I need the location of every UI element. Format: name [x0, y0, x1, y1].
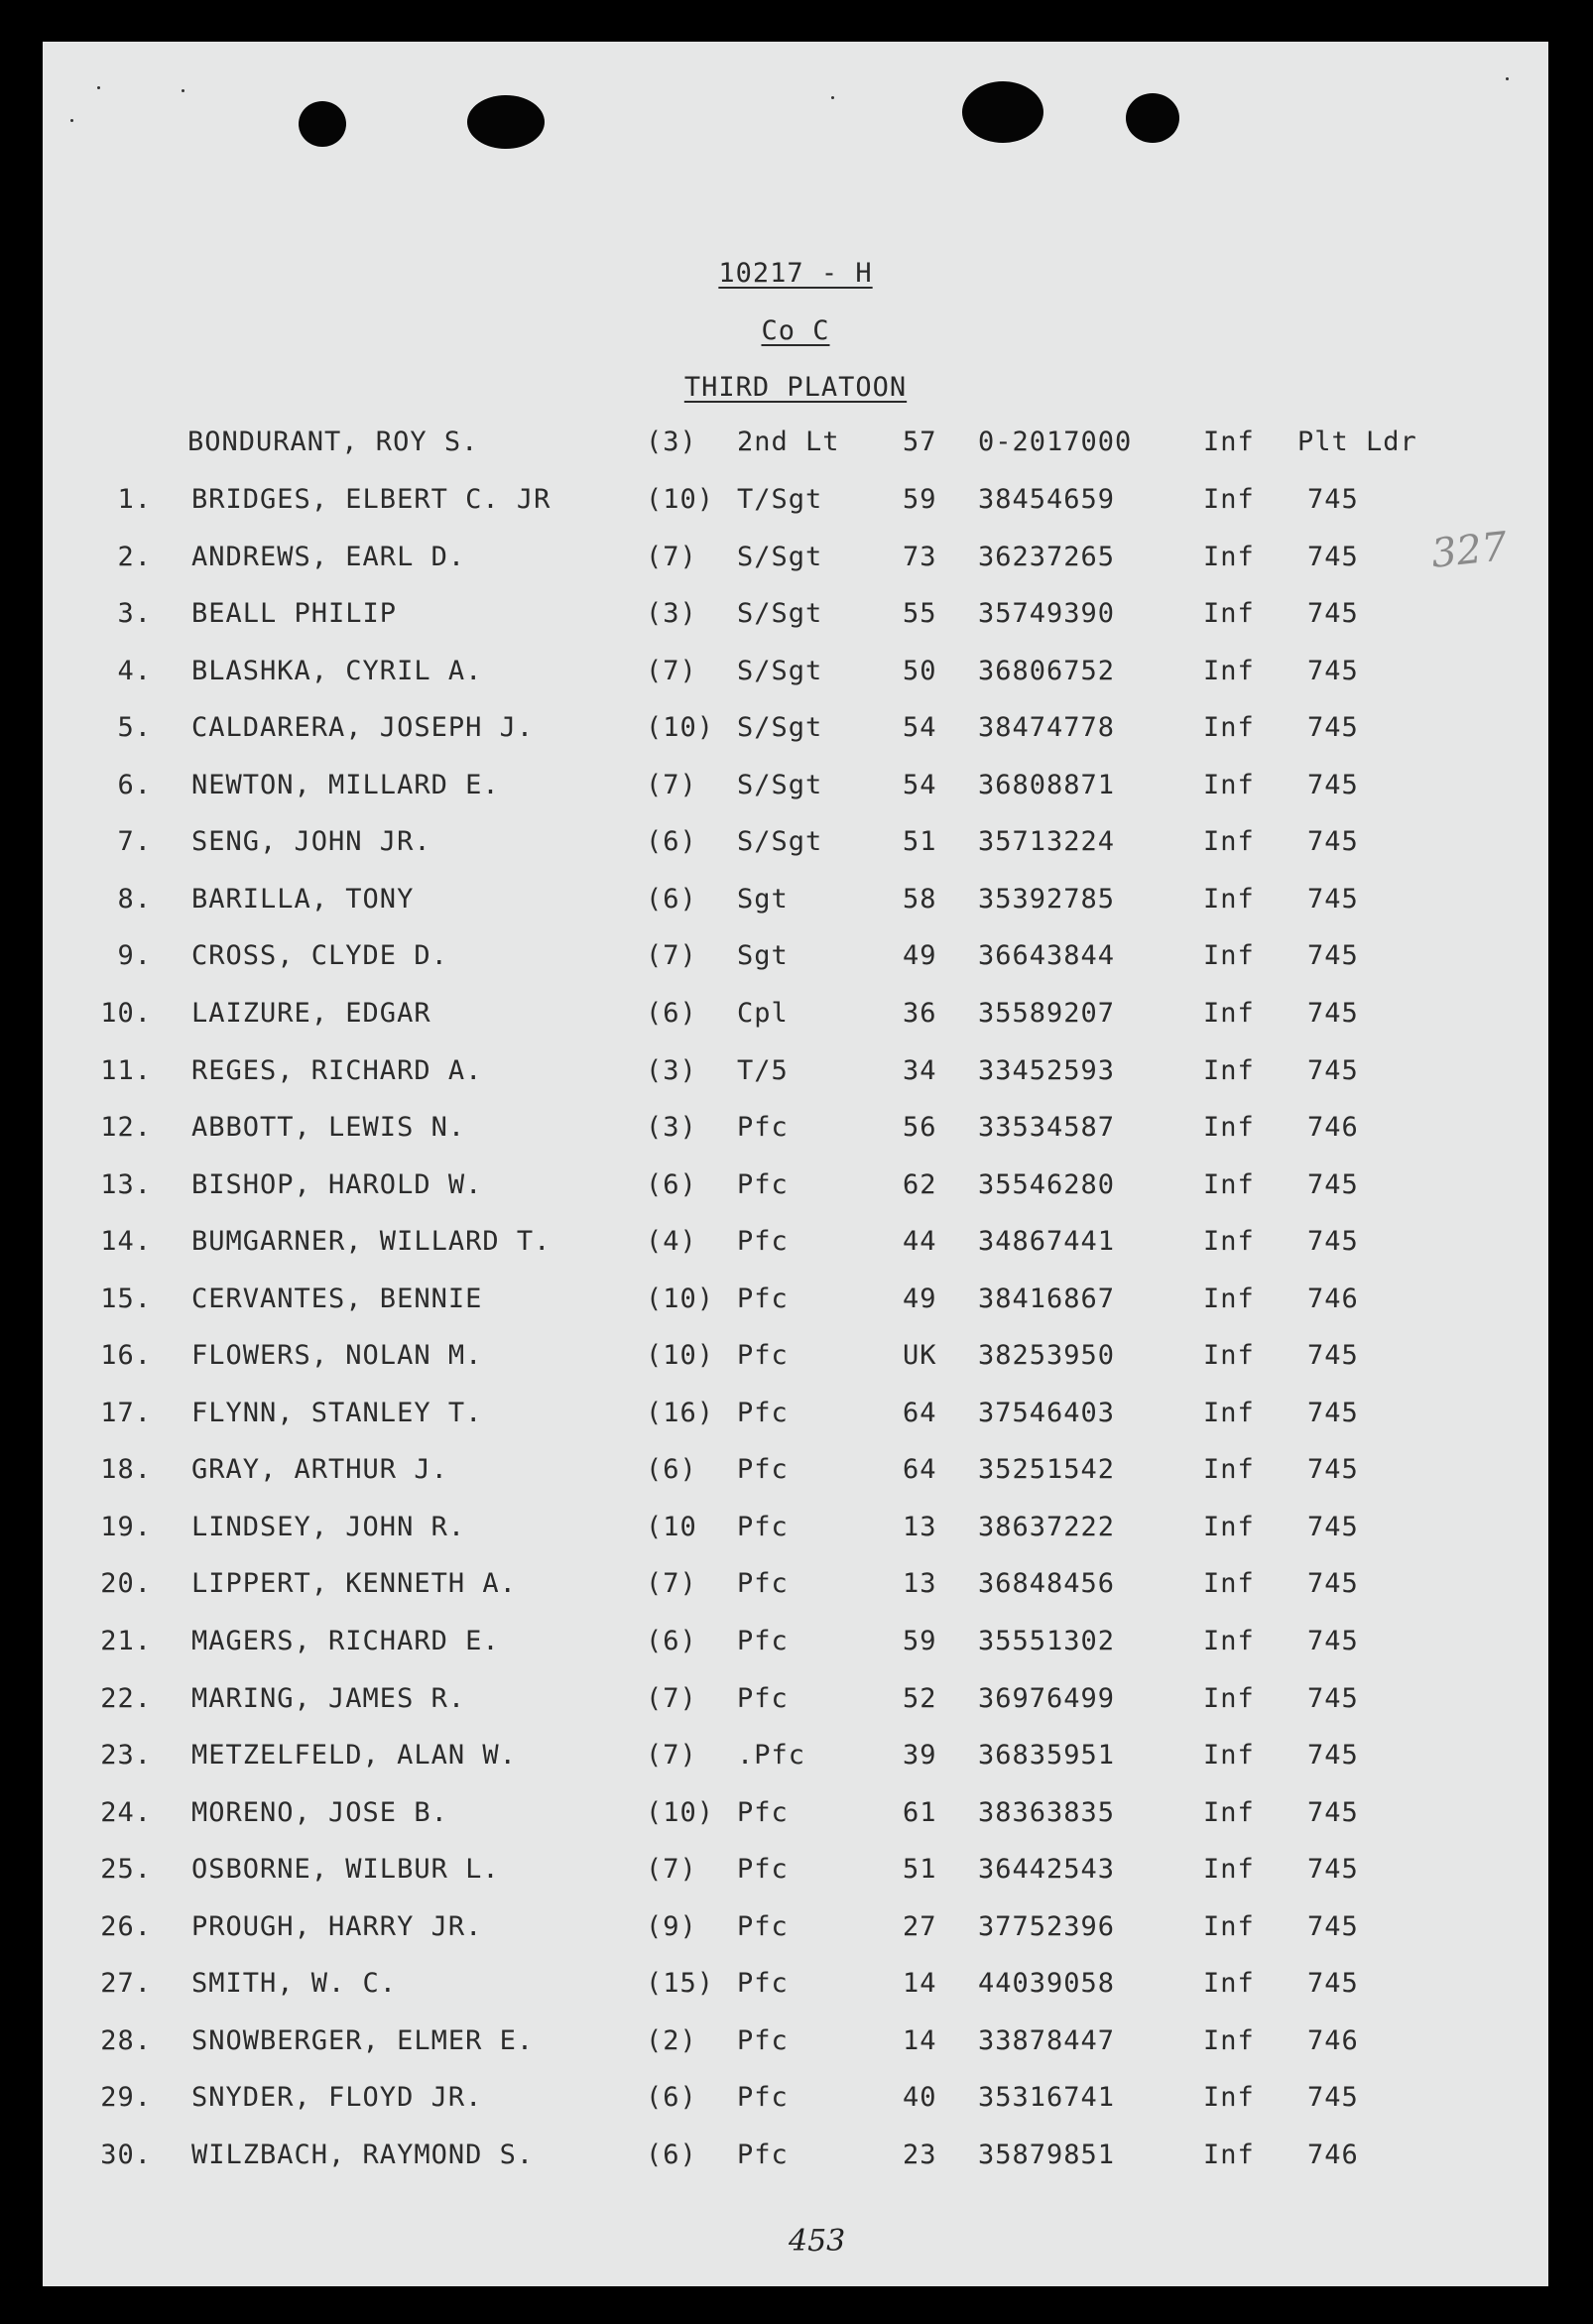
rank: Pfc — [737, 1284, 789, 1314]
soldier-name: BUMGARNER, WILLARD T. — [191, 1226, 551, 1257]
soldier-name: METZELFELD, ALAN W. — [191, 1740, 517, 1771]
punch-hole — [467, 95, 545, 149]
serial-number: 34867441 — [978, 1226, 1116, 1257]
age: 62 — [903, 1169, 937, 1200]
roster-row — [43, 1340, 1548, 1384]
branch: Inf — [1203, 484, 1255, 515]
rank: Pfc — [737, 1797, 789, 1828]
rank: S/Sgt — [737, 712, 823, 743]
serial-number: 0-2017000 — [978, 427, 1133, 457]
age: 23 — [903, 2140, 937, 2170]
serial-number: 35551302 — [978, 1626, 1116, 1656]
branch: Inf — [1203, 1626, 1255, 1656]
branch: Inf — [1203, 542, 1255, 572]
code: (2) — [646, 2025, 697, 2056]
code: (7) — [646, 1683, 697, 1714]
row-number: 25. — [100, 1854, 152, 1885]
mos: Plt Ldr — [1297, 427, 1417, 457]
rank: Pfc — [737, 1340, 789, 1371]
age: 61 — [903, 1797, 937, 1828]
soldier-name: SENG, JOHN JR. — [191, 826, 431, 857]
row-number: 1. — [117, 484, 152, 515]
rank: Pfc — [737, 1226, 789, 1257]
row-number: 26. — [100, 1911, 152, 1942]
mos: 746 — [1307, 1112, 1359, 1143]
row-number: 12. — [100, 1112, 152, 1143]
code: (3) — [646, 1055, 697, 1086]
soldier-name: NEWTON, MILLARD E. — [191, 770, 500, 800]
soldier-name: LAIZURE, EDGAR — [191, 998, 431, 1029]
branch: Inf — [1203, 598, 1255, 629]
company-heading: Co C — [761, 315, 830, 346]
roster-row — [43, 1055, 1548, 1099]
mos: 745 — [1307, 712, 1359, 743]
code: (6) — [646, 1454, 697, 1485]
row-number: 29. — [100, 2082, 152, 2113]
rank: Pfc — [737, 1512, 789, 1542]
row-number: 10. — [100, 998, 152, 1029]
serial-number: 35879851 — [978, 2140, 1116, 2170]
rank: Pfc — [737, 1568, 789, 1599]
mos: 745 — [1307, 770, 1359, 800]
soldier-name: LIPPERT, KENNETH A. — [191, 1568, 517, 1599]
mos: 745 — [1307, 1568, 1359, 1599]
punch-hole — [1126, 93, 1179, 143]
age: 36 — [903, 998, 937, 1029]
branch: Inf — [1203, 770, 1255, 800]
roster-row — [43, 884, 1548, 927]
code: (16) — [646, 1398, 715, 1428]
age: 14 — [903, 2025, 937, 2056]
roster-row — [43, 1226, 1548, 1270]
roster-row — [43, 826, 1548, 870]
soldier-name: CROSS, CLYDE D. — [191, 940, 448, 971]
branch: Inf — [1203, 1797, 1255, 1828]
roster-row — [43, 542, 1548, 585]
punch-hole — [299, 101, 346, 147]
serial-number: 35713224 — [978, 826, 1116, 857]
soldier-name: SNOWBERGER, ELMER E. — [191, 2025, 535, 2056]
mos: 745 — [1307, 940, 1359, 971]
rank: S/Sgt — [737, 656, 823, 686]
roster-row — [43, 1568, 1548, 1612]
rank: T/5 — [737, 1055, 789, 1086]
roster-row — [43, 1683, 1548, 1727]
age: 73 — [903, 542, 937, 572]
row-number: 5. — [117, 712, 152, 743]
age: 39 — [903, 1740, 937, 1771]
soldier-name: OSBORNE, WILBUR L. — [191, 1854, 500, 1885]
branch: Inf — [1203, 1683, 1255, 1714]
age: 51 — [903, 1854, 937, 1885]
age: 59 — [903, 1626, 937, 1656]
branch: Inf — [1203, 1911, 1255, 1942]
row-number: 21. — [100, 1626, 152, 1656]
roster-row — [43, 1454, 1548, 1498]
mos: 745 — [1307, 484, 1359, 515]
soldier-name: BEALL PHILIP — [191, 598, 398, 629]
file-number: 10217 - H — [718, 258, 873, 289]
roster-row — [43, 998, 1548, 1041]
code: (6) — [646, 884, 697, 915]
branch: Inf — [1203, 1284, 1255, 1314]
age: 59 — [903, 484, 937, 515]
roster-row — [43, 2025, 1548, 2069]
serial-number: 33878447 — [978, 2025, 1116, 2056]
row-number: 14. — [100, 1226, 152, 1257]
soldier-name: CERVANTES, BENNIE — [191, 1284, 483, 1314]
soldier-name: FLYNN, STANLEY T. — [191, 1398, 483, 1428]
branch: Inf — [1203, 1740, 1255, 1771]
row-number: 6. — [117, 770, 152, 800]
rank: Sgt — [737, 884, 789, 915]
rank: Pfc — [737, 1626, 789, 1656]
branch: Inf — [1203, 656, 1255, 686]
rank: Pfc — [737, 1911, 789, 1942]
roster-row — [43, 1626, 1548, 1669]
row-number: 17. — [100, 1398, 152, 1428]
branch: Inf — [1203, 998, 1255, 1029]
serial-number: 33452593 — [978, 1055, 1116, 1086]
rank: Pfc — [737, 2140, 789, 2170]
soldier-name: GRAY, ARTHUR J. — [191, 1454, 448, 1485]
roster-row — [43, 1911, 1548, 1955]
code: (3) — [646, 1112, 697, 1143]
rank: Pfc — [737, 2025, 789, 2056]
serial-number: 44039058 — [978, 1968, 1116, 1999]
mos: 745 — [1307, 826, 1359, 857]
serial-number: 35251542 — [978, 1454, 1116, 1485]
rank: S/Sgt — [737, 770, 823, 800]
row-number: 24. — [100, 1797, 152, 1828]
code: (6) — [646, 826, 697, 857]
serial-number: 35546280 — [978, 1169, 1116, 1200]
branch: Inf — [1203, 1169, 1255, 1200]
mos: 745 — [1307, 1512, 1359, 1542]
branch: Inf — [1203, 884, 1255, 915]
soldier-name: MAGERS, RICHARD E. — [191, 1626, 500, 1656]
row-number: 16. — [100, 1340, 152, 1371]
serial-number: 36442543 — [978, 1854, 1116, 1885]
branch: Inf — [1203, 2025, 1255, 2056]
code: (6) — [646, 1169, 697, 1200]
code: (15) — [646, 1968, 715, 1999]
code: (10) — [646, 712, 715, 743]
row-number: 19. — [100, 1512, 152, 1542]
roster-row — [43, 1797, 1548, 1841]
mos: 746 — [1307, 2140, 1359, 2170]
rank: Pfc — [737, 1398, 789, 1428]
serial-number: 37546403 — [978, 1398, 1116, 1428]
age: 49 — [903, 940, 937, 971]
soldier-name: PROUGH, HARRY JR. — [191, 1911, 483, 1942]
age: UK — [903, 1340, 937, 1371]
row-number: 2. — [117, 542, 152, 572]
age: 34 — [903, 1055, 937, 1086]
code: (10 — [646, 1512, 697, 1542]
soldier-name: FLOWERS, NOLAN M. — [191, 1340, 483, 1371]
serial-number: 36237265 — [978, 542, 1116, 572]
rank: S/Sgt — [737, 542, 823, 572]
rank: 2nd Lt — [737, 427, 840, 457]
code: (3) — [646, 427, 697, 457]
serial-number: 36643844 — [978, 940, 1116, 971]
punch-hole — [962, 81, 1043, 143]
branch: Inf — [1203, 1968, 1255, 1999]
rank: S/Sgt — [737, 598, 823, 629]
soldier-name: BRIDGES, ELBERT C. JR — [191, 484, 551, 515]
age: 57 — [903, 427, 937, 457]
mos: 745 — [1307, 1854, 1359, 1885]
branch: Inf — [1203, 1112, 1255, 1143]
age: 44 — [903, 1226, 937, 1257]
branch: Inf — [1203, 427, 1255, 457]
age: 52 — [903, 1683, 937, 1714]
row-number: 28. — [100, 2025, 152, 2056]
soldier-name: BISHOP, HAROLD W. — [191, 1169, 483, 1200]
rank: Pfc — [737, 1112, 789, 1143]
branch: Inf — [1203, 1340, 1255, 1371]
row-number: 18. — [100, 1454, 152, 1485]
roster-row — [43, 1512, 1548, 1555]
soldier-name: SNYDER, FLOYD JR. — [191, 2082, 483, 2113]
age: 27 — [903, 1911, 937, 1942]
mos: 745 — [1307, 1911, 1359, 1942]
serial-number: 38454659 — [978, 484, 1116, 515]
rank: Sgt — [737, 940, 789, 971]
rank: Pfc — [737, 1169, 789, 1200]
age: 49 — [903, 1284, 937, 1314]
soldier-name: ANDREWS, EARL D. — [191, 542, 466, 572]
age: 54 — [903, 712, 937, 743]
mos: 745 — [1307, 1454, 1359, 1485]
code: (7) — [646, 940, 697, 971]
mos: 746 — [1307, 1284, 1359, 1314]
roster-row — [43, 1112, 1548, 1156]
code: (7) — [646, 1740, 697, 1771]
soldier-name: MARING, JAMES R. — [191, 1683, 466, 1714]
code: (7) — [646, 542, 697, 572]
platoon-heading: THIRD PLATOON — [683, 372, 908, 403]
roster-row — [43, 940, 1548, 984]
serial-number: 36848456 — [978, 1568, 1116, 1599]
roster-row — [43, 598, 1548, 642]
code: (6) — [646, 1626, 697, 1656]
code: (10) — [646, 484, 715, 515]
rank: Pfc — [737, 1683, 789, 1714]
roster-row — [43, 2140, 1548, 2183]
mos: 745 — [1307, 884, 1359, 915]
branch: Inf — [1203, 940, 1255, 971]
rank: Cpl — [737, 998, 789, 1029]
row-number: 11. — [100, 1055, 152, 1086]
row-number: 13. — [100, 1169, 152, 1200]
soldier-name: CALDARERA, JOSEPH J. — [191, 712, 535, 743]
archive-stamp: 327 — [1428, 524, 1510, 577]
age: 14 — [903, 1968, 937, 1999]
branch: Inf — [1203, 2082, 1255, 2113]
soldier-name: BARILLA, TONY — [191, 884, 415, 915]
branch: Inf — [1203, 826, 1255, 857]
branch: Inf — [1203, 2140, 1255, 2170]
branch: Inf — [1203, 1226, 1255, 1257]
rank: .Pfc — [737, 1740, 806, 1771]
mos: 745 — [1307, 1626, 1359, 1656]
code: (6) — [646, 998, 697, 1029]
age: 13 — [903, 1512, 937, 1542]
serial-number: 36976499 — [978, 1683, 1116, 1714]
soldier-name: LINDSEY, JOHN R. — [191, 1512, 466, 1542]
branch: Inf — [1203, 1568, 1255, 1599]
roster-row — [43, 1854, 1548, 1897]
code: (7) — [646, 1568, 697, 1599]
branch: Inf — [1203, 1854, 1255, 1885]
serial-number: 35749390 — [978, 598, 1116, 629]
row-number: 3. — [117, 598, 152, 629]
mos: 745 — [1307, 542, 1359, 572]
roster-row — [43, 1284, 1548, 1327]
row-number: 15. — [100, 1284, 152, 1314]
serial-number: 36808871 — [978, 770, 1116, 800]
serial-number: 38416867 — [978, 1284, 1116, 1314]
mos: 745 — [1307, 1055, 1359, 1086]
code: (7) — [646, 770, 697, 800]
mos: 745 — [1307, 1226, 1359, 1257]
age: 51 — [903, 826, 937, 857]
mos: 745 — [1307, 1797, 1359, 1828]
mos: 745 — [1307, 998, 1359, 1029]
row-number: 27. — [100, 1968, 152, 1999]
code: (10) — [646, 1797, 715, 1828]
code: (9) — [646, 1911, 697, 1942]
soldier-name: MORENO, JOSE B. — [191, 1797, 448, 1828]
age: 56 — [903, 1112, 937, 1143]
code: (3) — [646, 598, 697, 629]
soldier-name: SMITH, W. C. — [191, 1968, 398, 1999]
mos: 745 — [1307, 1968, 1359, 1999]
branch: Inf — [1203, 1512, 1255, 1542]
code: (10) — [646, 1284, 715, 1314]
age: 55 — [903, 598, 937, 629]
roster-row — [43, 712, 1548, 756]
serial-number: 35589207 — [978, 998, 1116, 1029]
roster-row — [43, 770, 1548, 813]
code: (10) — [646, 1340, 715, 1371]
document-page — [43, 42, 1548, 2286]
mos: 745 — [1307, 656, 1359, 686]
roster-row — [43, 1968, 1548, 2012]
row-number: 20. — [100, 1568, 152, 1599]
roster-row — [43, 1398, 1548, 1441]
page-number: 453 — [789, 2224, 846, 2259]
mos: 745 — [1307, 1169, 1359, 1200]
serial-number: 36806752 — [978, 656, 1116, 686]
branch: Inf — [1203, 1454, 1255, 1485]
code: (4) — [646, 1226, 697, 1257]
serial-number: 38253950 — [978, 1340, 1116, 1371]
roster-row — [43, 1740, 1548, 1783]
rank: Pfc — [737, 1968, 789, 1999]
rank: Pfc — [737, 1854, 789, 1885]
serial-number: 36835951 — [978, 1740, 1116, 1771]
row-number: 30. — [100, 2140, 152, 2170]
age: 58 — [903, 884, 937, 915]
rank: Pfc — [737, 1454, 789, 1485]
code: (6) — [646, 2140, 697, 2170]
branch: Inf — [1203, 712, 1255, 743]
mos: 745 — [1307, 1740, 1359, 1771]
serial-number: 35392785 — [978, 884, 1116, 915]
serial-number: 35316741 — [978, 2082, 1116, 2113]
serial-number: 38474778 — [978, 712, 1116, 743]
soldier-name: ABBOTT, LEWIS N. — [191, 1112, 466, 1143]
roster-row — [43, 656, 1548, 699]
code: (7) — [646, 656, 697, 686]
soldier-name: BLASHKA, CYRIL A. — [191, 656, 483, 686]
mos: 746 — [1307, 2025, 1359, 2056]
rank: S/Sgt — [737, 826, 823, 857]
platoon-leader-row — [43, 427, 1548, 470]
row-number: 7. — [117, 826, 152, 857]
serial-number: 38637222 — [978, 1512, 1116, 1542]
age: 13 — [903, 1568, 937, 1599]
serial-number: 33534587 — [978, 1112, 1116, 1143]
soldier-name: WILZBACH, RAYMOND S. — [191, 2140, 535, 2170]
code: (7) — [646, 1854, 697, 1885]
mos: 745 — [1307, 1398, 1359, 1428]
row-number: 22. — [100, 1683, 152, 1714]
age: 50 — [903, 656, 937, 686]
age: 64 — [903, 1454, 937, 1485]
row-number: 8. — [117, 884, 152, 915]
age: 40 — [903, 2082, 937, 2113]
serial-number: 38363835 — [978, 1797, 1116, 1828]
serial-number: 37752396 — [978, 1911, 1116, 1942]
roster-row — [43, 2082, 1548, 2126]
row-number: 9. — [117, 940, 152, 971]
rank: Pfc — [737, 2082, 789, 2113]
mos: 745 — [1307, 598, 1359, 629]
roster-row — [43, 1169, 1548, 1213]
branch: Inf — [1203, 1398, 1255, 1428]
mos: 745 — [1307, 2082, 1359, 2113]
row-number: 4. — [117, 656, 152, 686]
age: 54 — [903, 770, 937, 800]
age: 64 — [903, 1398, 937, 1428]
mos: 745 — [1307, 1683, 1359, 1714]
roster-row — [43, 484, 1548, 528]
row-number: 23. — [100, 1740, 152, 1771]
code: (6) — [646, 2082, 697, 2113]
branch: Inf — [1203, 1055, 1255, 1086]
soldier-name: REGES, RICHARD A. — [191, 1055, 483, 1086]
soldier-name: BONDURANT, ROY S. — [187, 427, 479, 457]
mos: 745 — [1307, 1340, 1359, 1371]
rank: T/Sgt — [737, 484, 823, 515]
